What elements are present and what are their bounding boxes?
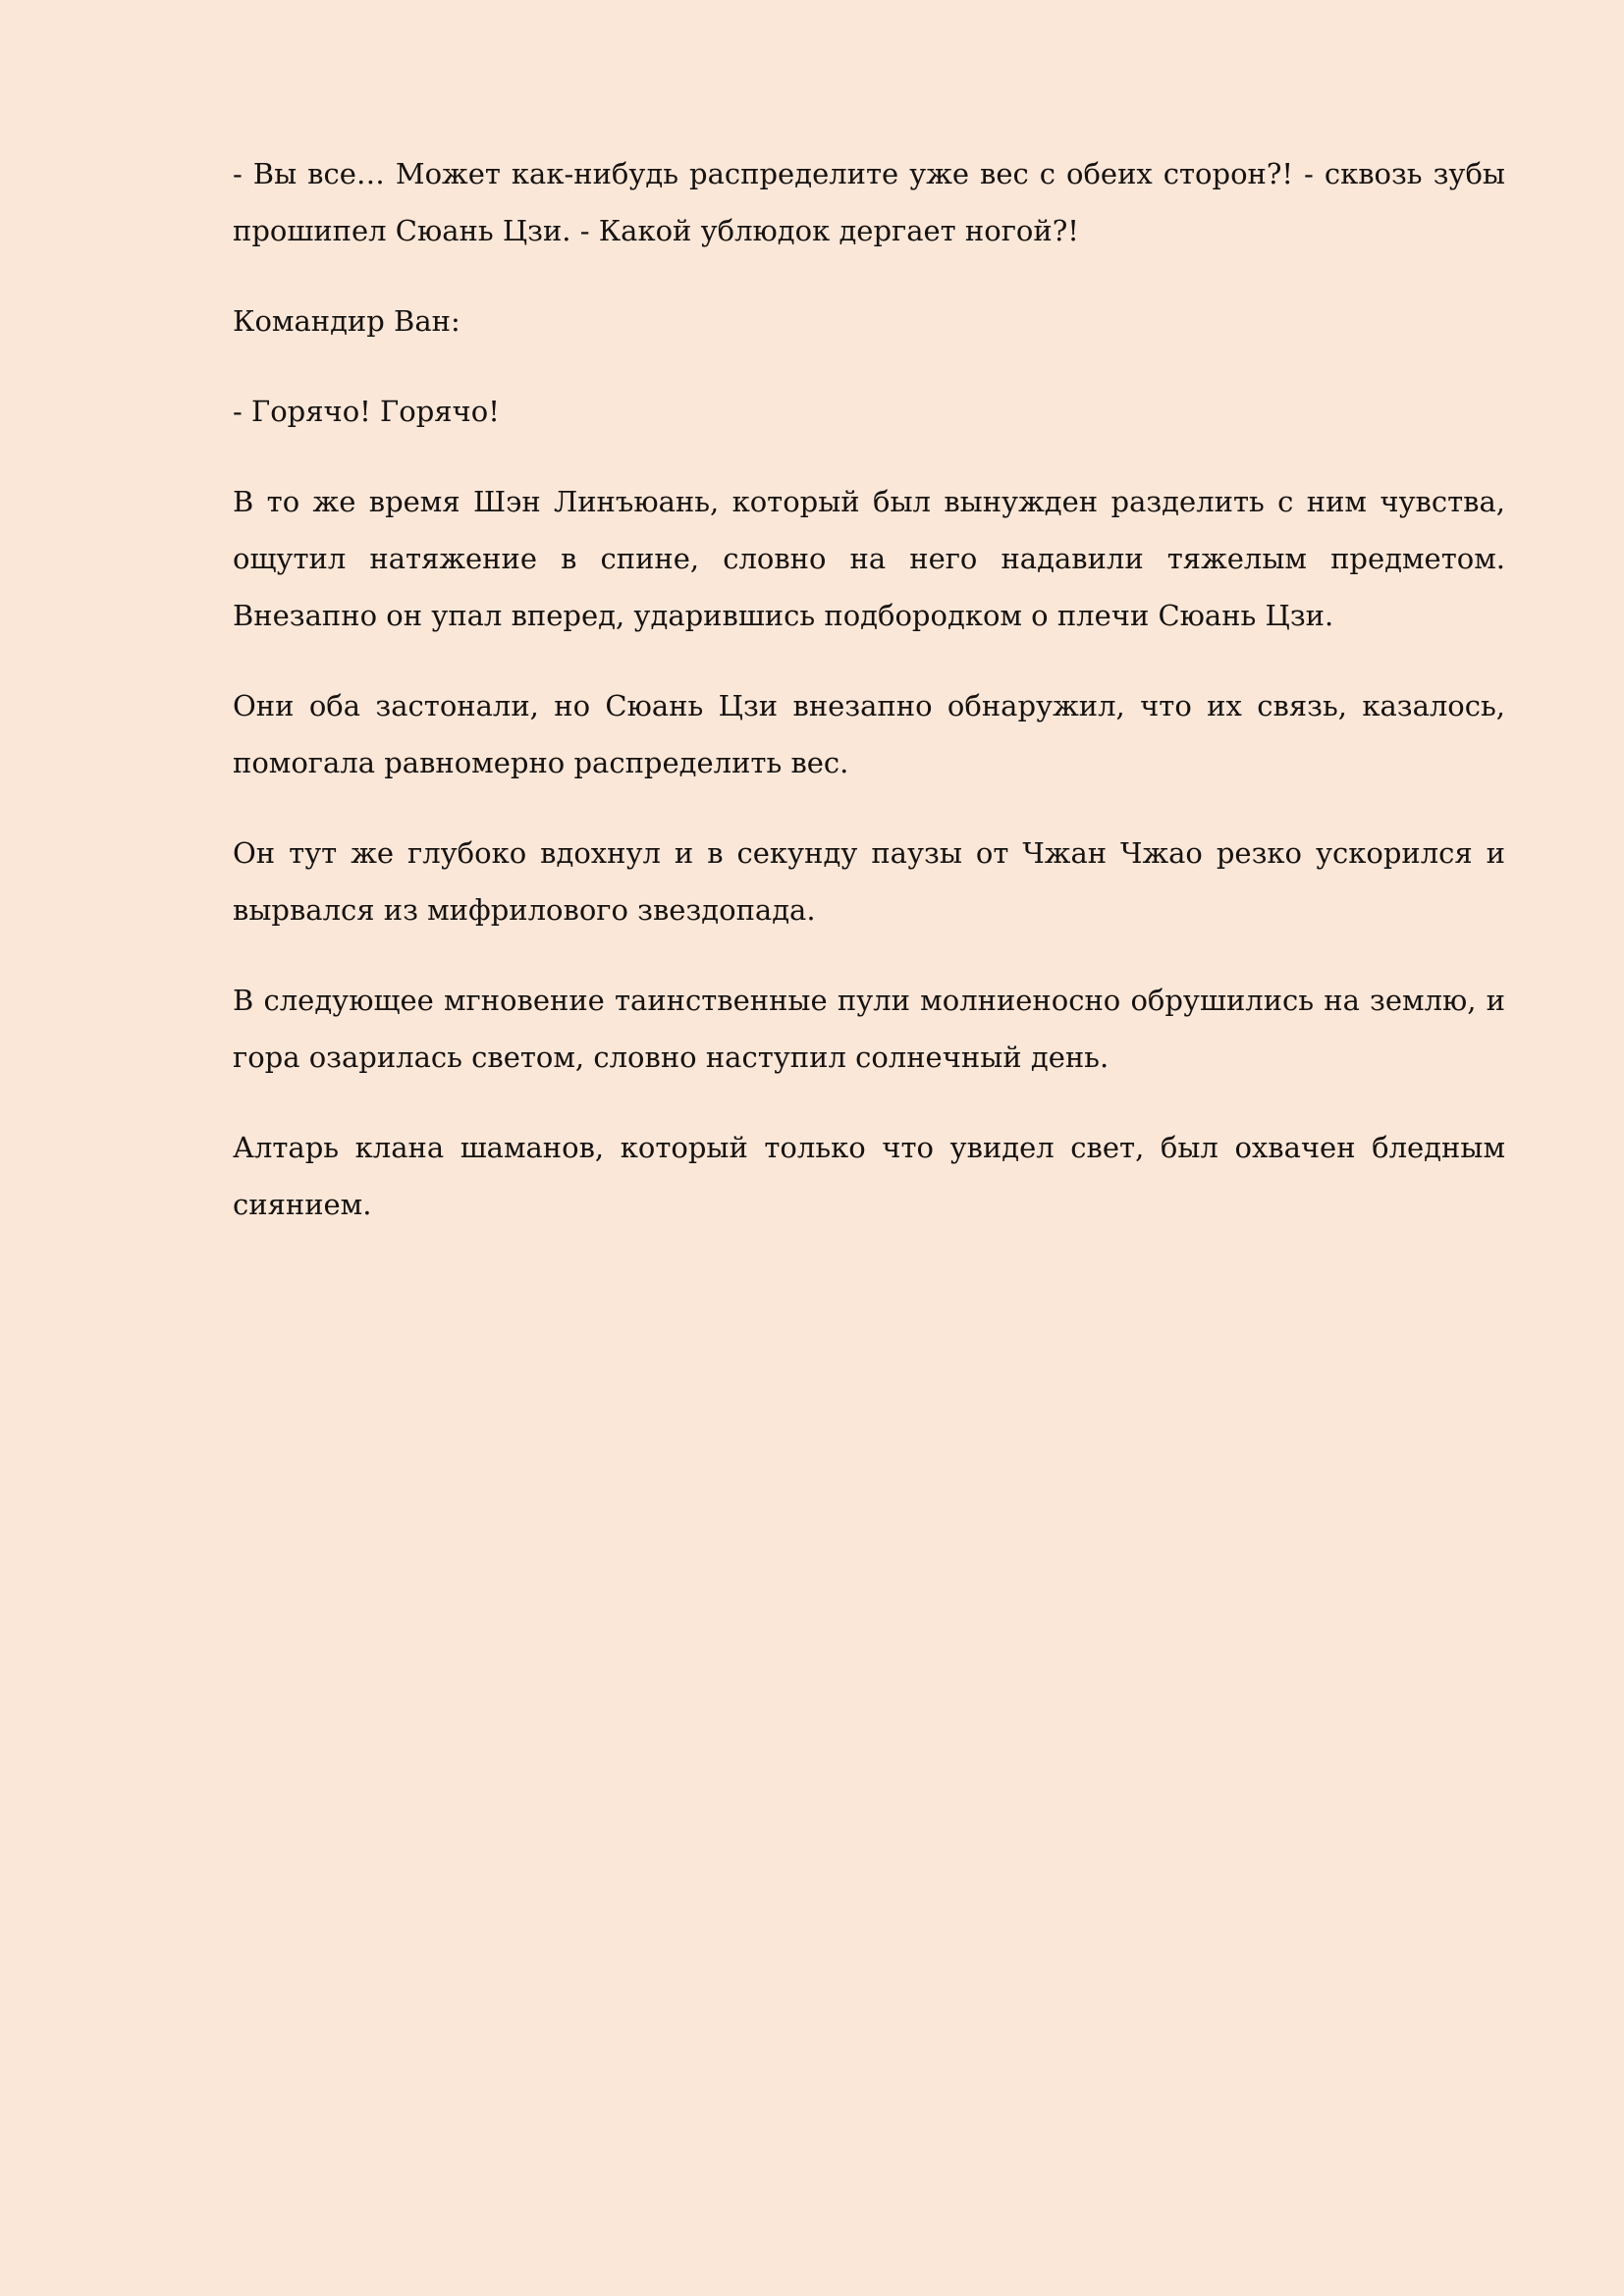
paragraph: Командир Ван: xyxy=(233,304,460,338)
paragraph: В следующее мгновение таинственные пули молниеносно обрушились на землю, и гора озарилась светом, словно наступил солнечный день. xyxy=(233,984,1505,1074)
paragraph: - Горячо! Горячо! xyxy=(233,395,500,428)
paragraph: В то же время Шэн Линъюань, который был вынужден разделить с ним чувства, ощутил натяжение в спине, словно на него надавили тяжелым предметом. Внезапно он упал вперед, ударившись подбородком о плечи Сюань Цзи. xyxy=(233,485,1505,632)
paragraph: Алтарь клана шаманов, который только что увидел свет, был охвачен бледным сиянием. xyxy=(233,1131,1505,1221)
paragraph: - Вы все… Может как-нибудь распределите уже вес с обеих сторон?! - сквозь зубы прошипел Сюань Цзи. - Какой ублюдок дергает ногой?! xyxy=(233,157,1505,247)
paragraph: Он тут же глубоко вдохнул и в секунду паузы от Чжан Чжао резко ускорился и вырвался из мифрилового звездопада. xyxy=(233,836,1505,927)
paragraph: Они оба застонали, но Сюань Цзи внезапно обнаружил, что их связь, казалось, помогала равномерно распределить вес. xyxy=(233,689,1505,779)
document-body xyxy=(233,145,1505,1266)
